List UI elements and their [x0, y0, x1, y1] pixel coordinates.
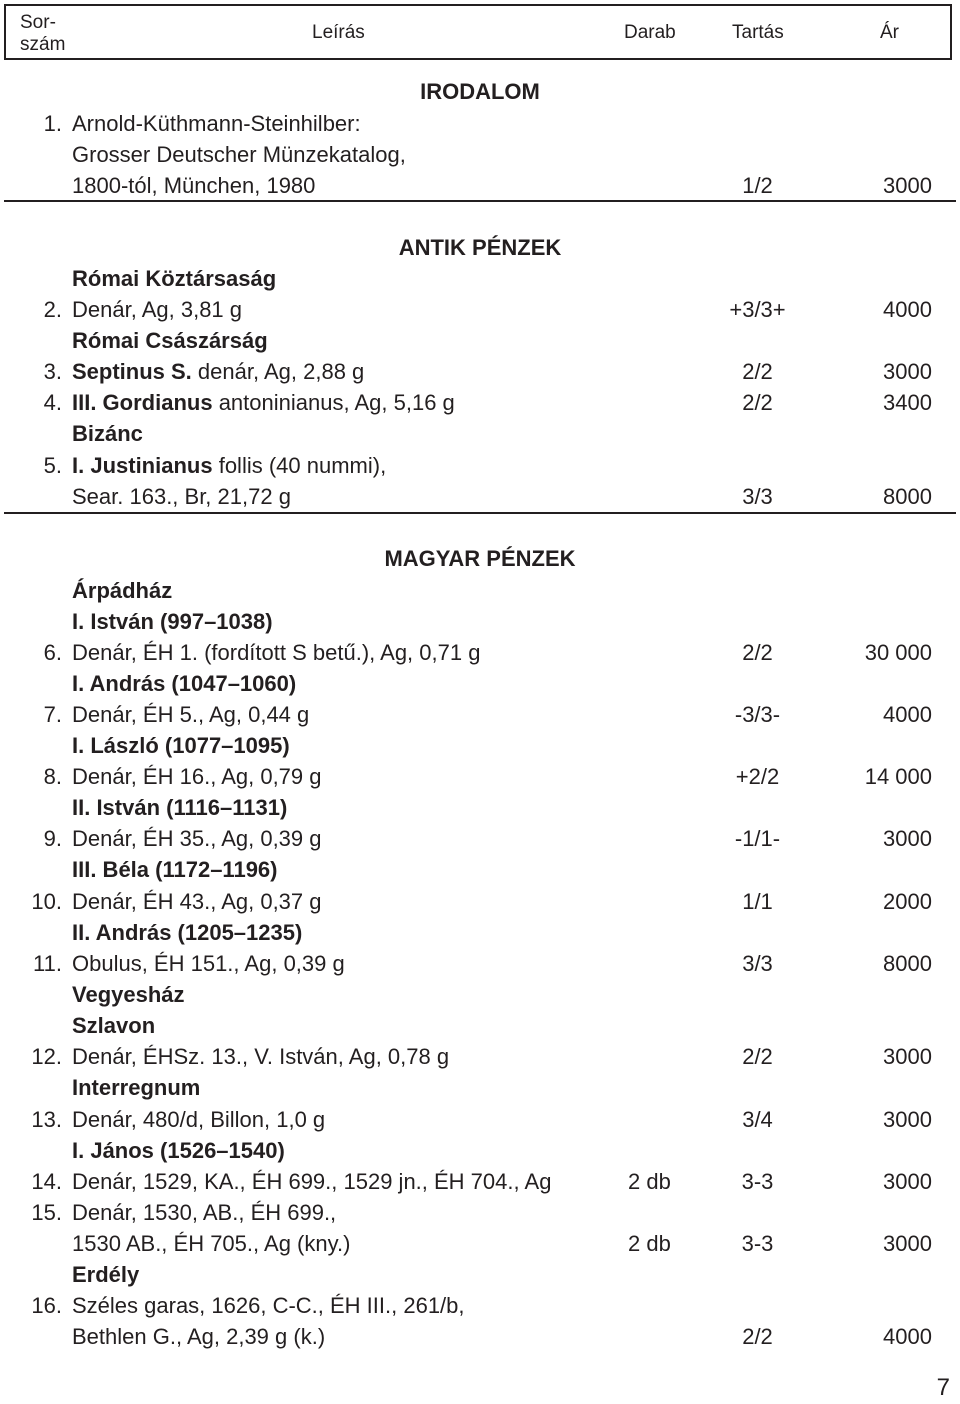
subsection-label: Bizánc [72, 421, 143, 446]
item-price: 3400 [883, 390, 932, 415]
item-number: 14. [31, 1169, 62, 1194]
subsection-label: II. István (1116–1131) [72, 795, 288, 820]
header-tartas: Tartás [732, 22, 784, 43]
subsection-title [0, 917, 960, 948]
item-price: 3000 [883, 826, 932, 851]
item-number: 1. [43, 111, 62, 136]
item-description: Denár, Ag, 3,81 g [72, 297, 243, 322]
item-details: denár, Ag, 2,88 g [191, 359, 365, 384]
item-grade: 2/2 [742, 1044, 773, 1069]
list-item-continuation [0, 481, 960, 512]
list-item [0, 948, 960, 979]
item-description [72, 450, 386, 481]
header-ar: Ár [880, 22, 899, 43]
item-price: 14 000 [864, 764, 932, 789]
list-item-continuation [0, 1321, 960, 1352]
header-sorszam: Sor- szám [20, 12, 66, 55]
item-description: Arnold-Küthmann-Steinhilber: [72, 111, 361, 136]
item-grade: -1/1- [734, 826, 781, 851]
subsection-label: Árpádház [72, 578, 173, 603]
item-details: antoninianus, Ag, 5,16 g [212, 390, 455, 415]
item-grade: 3-3 [741, 1169, 774, 1194]
item-price: 3000 [883, 1169, 932, 1194]
item-details: follis (40 nummi), [212, 453, 387, 478]
item-description: 1800-tól, München, 1980 [72, 173, 316, 198]
item-grade: 3-3 [741, 1231, 774, 1256]
subsection-title [0, 730, 960, 761]
subsection-label: Vegyesház [72, 982, 185, 1007]
subsection-title [0, 1135, 960, 1166]
item-grade: 1/1 [742, 889, 773, 914]
ruler-name: III. Gordianus [72, 390, 213, 415]
list-item [0, 1290, 960, 1321]
item-number: 11. [33, 951, 62, 976]
item-price: 3000 [883, 1107, 932, 1132]
item-price: 2000 [883, 889, 932, 914]
item-number: 3. [43, 359, 62, 384]
item-number: 9. [43, 826, 62, 851]
page-number: 7 [936, 1374, 950, 1401]
subsection-title [0, 575, 960, 606]
item-grade: +2/2 [735, 764, 780, 789]
section-divider [4, 512, 956, 514]
item-grade: 2/2 [742, 1324, 773, 1349]
item-price: 3000 [883, 173, 932, 198]
list-item [0, 450, 960, 481]
item-price: 8000 [883, 484, 932, 509]
subsection-title [0, 854, 960, 885]
list-item-continuation [0, 170, 960, 201]
subsection-title [0, 418, 960, 449]
item-number: 4. [43, 390, 62, 415]
list-item-continuation [0, 139, 960, 170]
subsection-title [0, 1259, 960, 1290]
ruler-name: Septinus S. [72, 359, 192, 384]
list-item-continuation [0, 1228, 960, 1259]
section-title: IRODALOM [420, 79, 540, 104]
subsection-title [0, 263, 960, 294]
subsection-title [0, 792, 960, 823]
item-description: Denár, ÉHSz. 13., V. István, Ag, 0,78 g [72, 1044, 450, 1069]
item-price: 3000 [883, 1044, 932, 1069]
item-grade: 2/2 [742, 359, 773, 384]
item-price: 4000 [883, 297, 932, 322]
subsection-label: I. István (997–1038) [72, 609, 273, 634]
subsection-label: Erdély [72, 1262, 140, 1287]
subsection-label: I. András (1047–1060) [72, 671, 297, 696]
subsection-label: Szlavon [72, 1013, 156, 1038]
item-description: 1530 AB., ÉH 705., Ag (kny.) [72, 1231, 351, 1256]
subsection-label: I. László (1077–1095) [72, 733, 290, 758]
item-number: 16. [31, 1293, 62, 1318]
item-price: 4000 [883, 702, 932, 727]
subsection-title [0, 1010, 960, 1041]
table-header [4, 4, 952, 60]
item-number: 13. [31, 1107, 62, 1132]
list-item [0, 699, 960, 730]
item-grade: 1/2 [742, 173, 773, 198]
item-grade: 3/3 [742, 951, 773, 976]
item-number: 12. [31, 1044, 62, 1069]
list-item [0, 356, 960, 387]
subsection-label: I. János (1526–1540) [72, 1138, 285, 1163]
list-item [0, 823, 960, 854]
section-title: ANTIK PÉNZEK [398, 235, 562, 260]
item-description: Denár, ÉH 43., Ag, 0,37 g [72, 889, 322, 914]
item-number: 2. [43, 297, 62, 322]
item-price: 3000 [883, 1231, 932, 1256]
subsection-label: II. András (1205–1235) [72, 920, 303, 945]
list-item [0, 1197, 960, 1228]
item-price: 30 000 [864, 640, 932, 665]
subsection-title [0, 668, 960, 699]
item-description [72, 387, 455, 418]
item-grade: 2/2 [742, 640, 773, 665]
subsection-title [0, 325, 960, 356]
item-description: Denár, ÉH 5., Ag, 0,44 g [72, 702, 310, 727]
item-number: 8. [43, 764, 62, 789]
subsection-label: Római Köztársaság [72, 266, 277, 291]
item-grade: 2/2 [742, 390, 773, 415]
list-item [0, 761, 960, 792]
item-description: Denár, ÉH 16., Ag, 0,79 g [72, 764, 322, 789]
list-item [0, 1104, 960, 1135]
item-description: Grosser Deutscher Münzekatalog, [72, 142, 406, 167]
item-description: Bethlen G., Ag, 2,39 g (k.) [72, 1324, 326, 1349]
list-item [0, 108, 960, 139]
item-description: Denár, ÉH 1. (fordított S betű.), Ag, 0,71 g [72, 640, 481, 665]
ruler-name: I. Justinianus [72, 453, 213, 478]
subsection-label: Római Császárság [72, 328, 268, 353]
item-grade: +3/3+ [729, 297, 786, 322]
header-leiras: Leírás [312, 22, 365, 43]
item-description: Denár, 480/d, Billon, 1,0 g [72, 1107, 326, 1132]
item-price: 3000 [883, 359, 932, 384]
item-description: Denár, 1529, KA., ÉH 699., 1529 jn., ÉH 704., Ag [72, 1169, 552, 1194]
item-description: Széles garas, 1626, C-C., ÉH III., 261/b, [72, 1293, 465, 1318]
subsection-label: III. Béla (1172–1196) [72, 857, 278, 882]
item-quantity: 2 db [628, 1231, 671, 1256]
item-number: 7. [43, 702, 62, 727]
item-number: 5. [43, 453, 62, 478]
item-grade: 3/4 [742, 1107, 773, 1132]
item-quantity: 2 db [628, 1169, 671, 1194]
item-description: Sear. 163., Br, 21,72 g [72, 484, 291, 509]
section-title: MAGYAR PÉNZEK [384, 546, 576, 571]
item-price: 8000 [883, 951, 932, 976]
subsection-title [0, 979, 960, 1010]
subsection-title [0, 1072, 960, 1103]
item-number: 10. [31, 889, 62, 914]
item-description [72, 356, 364, 387]
item-grade: 3/3 [742, 484, 773, 509]
subsection-title [0, 606, 960, 637]
item-number: 6. [43, 640, 62, 665]
item-number: 15. [31, 1200, 62, 1225]
list-item [0, 387, 960, 418]
header-darab: Darab [624, 22, 676, 43]
item-description: Denár, ÉH 35., Ag, 0,39 g [72, 826, 322, 851]
list-item [0, 637, 960, 668]
list-item [0, 1041, 960, 1072]
list-item [0, 886, 960, 917]
list-item [0, 294, 960, 325]
item-price: 4000 [883, 1324, 932, 1349]
section-divider [4, 200, 956, 202]
item-grade: -3/3- [734, 702, 781, 727]
item-description: Obulus, ÉH 151., Ag, 0,39 g [72, 951, 345, 976]
list-item [0, 1166, 960, 1197]
item-description: Denár, 1530, AB., ÉH 699., [72, 1200, 337, 1225]
subsection-label: Interregnum [72, 1075, 201, 1100]
